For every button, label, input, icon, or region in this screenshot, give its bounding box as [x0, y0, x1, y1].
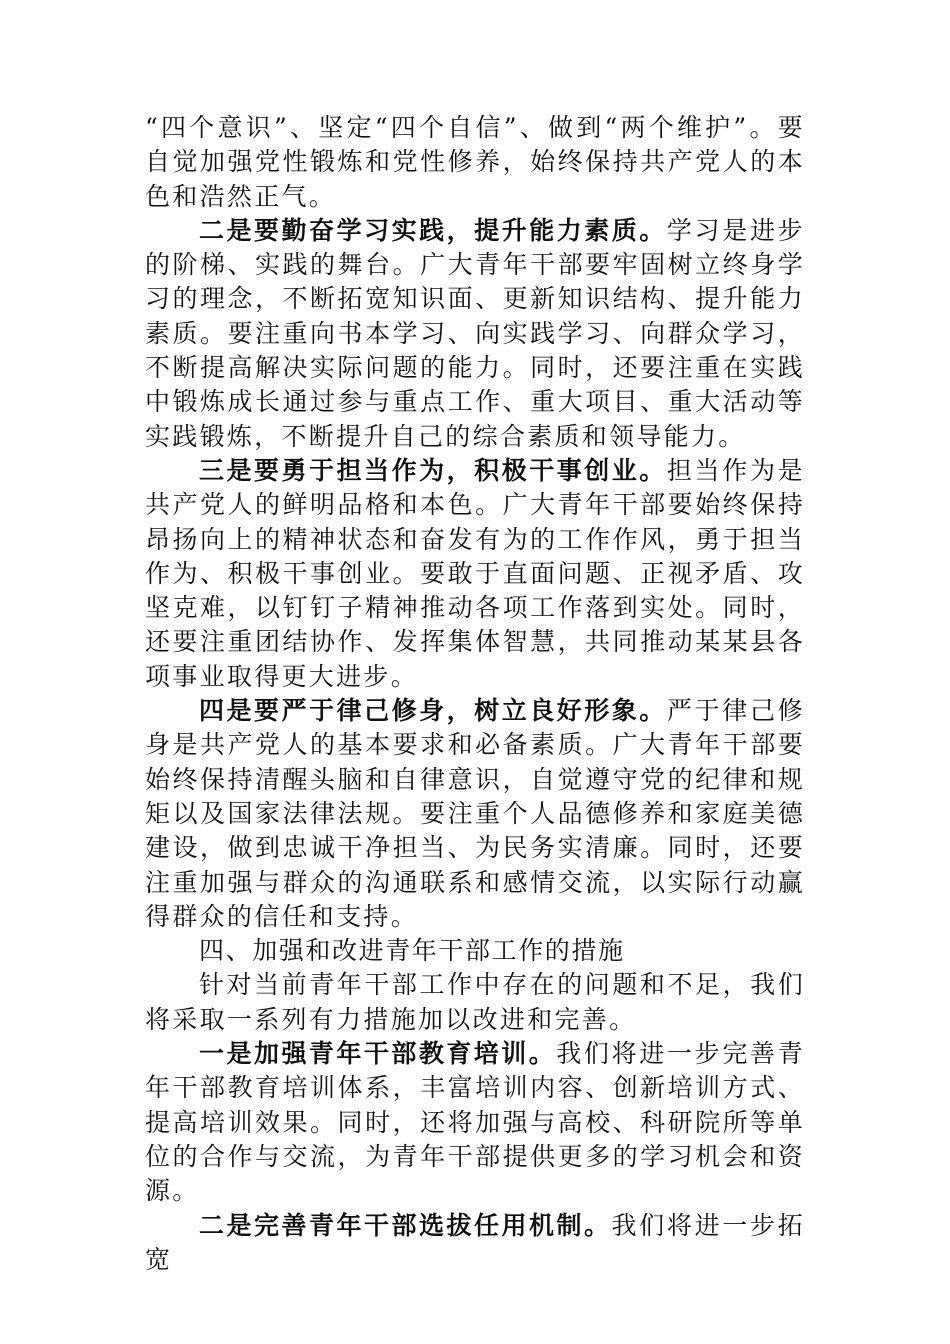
paragraph-lead: 二是完善青年干部选拔任用机制。 [199, 1210, 612, 1240]
paragraph-lead: 三是要勇于担当作为，积极干事创业。 [199, 455, 667, 485]
section-heading: 四、加强和改进青年干部工作的措施 [199, 936, 625, 966]
paragraph-text: 担当作为是共产党人的鲜明品格和本色。广大青年干部要始终保持昂扬向上的精神状态和奋发有为的工作作风，勇于担当作为、积极干事创业。要敢于直面问题、正视矛盾、攻坚克难，以钉钉子精神推动各项工作落到实处。同时，还要注重团结协作、发挥集体智慧，共同推动某某县各项事业取得更大进步。 [145, 455, 805, 691]
paragraph-political-awareness [145, 111, 805, 214]
section-intro [145, 968, 805, 1037]
paragraph-text: 我们将进一步完善青年干部教育培训体系，丰富培训内容、创新培训方式、提高培训效果。同时，还将加强与高校、科研院所等单位的合作与交流，为青年干部提供更多的学习机会和资源。 [145, 1039, 805, 1206]
document-page [145, 111, 805, 1277]
paragraph-text: 我们将进一步拓宽 [145, 1210, 805, 1274]
paragraph-text: 严于律己修身是共产党人的基本要求和必备素质。广大青年干部要始终保持清醒头脑和自律意识，自觉遵守党的纪律和规矩以及国家法律法规。要注重个人品德修养和家庭美德建设，做到忠诚干净担当、为民务实清廉。同时，还要注重加强与群众的沟通联系和感情交流，以实际行动赢得群众的信任和支持。 [145, 696, 805, 931]
paragraph-responsibility [145, 454, 805, 694]
paragraph-study-practice [145, 214, 805, 454]
measure-education-training [145, 1037, 805, 1208]
paragraph-text: 学习是进步的阶梯、实践的舞台。广大青年干部要牢固树立终身学习的理念，不断拓宽知识面、更新知识结构、提升能力素质。要注重向书本学习、向实践学习、向群众学习，不断提高解决实际问题的能力。同时，还要注重在实践中锻炼成长通过参与重点工作、重大项目、重大活动等实践锻炼，不断提升自己的综合素质和领导能力。 [145, 215, 805, 451]
paragraph-text: “四个意识”、坚定“四个自信”、做到“两个维护”。要自觉加强党性锻炼和党性修养，始终保持共产党人的本色和浩然正气。 [145, 113, 805, 211]
paragraph-self-discipline [145, 694, 805, 934]
paragraph-text: 针对当前青年干部工作中存在的问题和不足，我们将采取一系列有力措施加以改进和完善。 [145, 970, 805, 1034]
measure-selection-appointment [145, 1209, 805, 1278]
paragraph-lead: 四是要严于律己修身，树立良好形象。 [199, 696, 667, 726]
paragraph-lead: 一是加强青年干部教育培训。 [199, 1039, 557, 1069]
paragraph-lead: 二是要勤奋学习实践，提升能力素质。 [199, 215, 667, 245]
